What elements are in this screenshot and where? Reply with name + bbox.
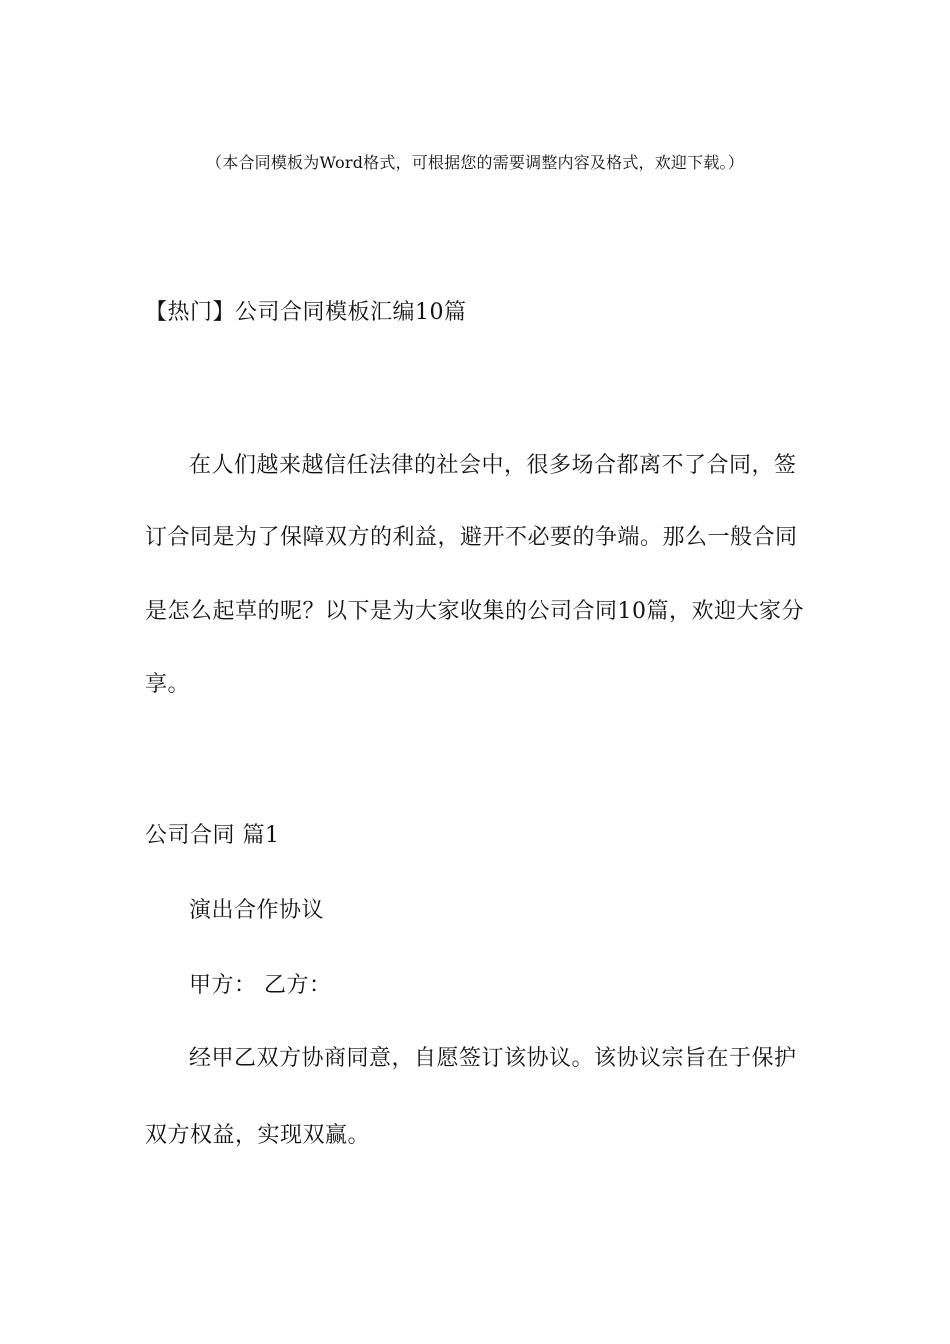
agreement-title: 演出合作协议: [189, 898, 325, 923]
section-heading: 公司合同 篇1: [145, 823, 280, 848]
intro-line-3: 是怎么起草的呢？以下是为大家收集的公司合同10篇，欢迎大家分: [145, 599, 804, 624]
body-line-1: 经甲乙双方协商同意，自愿签订该协议。该协议宗旨在于保护: [189, 1046, 797, 1071]
intro-line-4: 享。: [145, 672, 191, 697]
parties-line: 甲方： 乙方：: [189, 973, 332, 998]
body-line-2: 双方权益，实现双赢。: [145, 1123, 371, 1148]
intro-line-1: 在人们越来越信任法律的社会中，很多场合都离不了合同，签: [189, 453, 797, 478]
document-title: 【热门】公司合同模板汇编10篇: [145, 300, 467, 325]
template-note: （本合同模板为Word格式，可根据您的需要调整内容及格式，欢迎下载。）: [206, 153, 744, 172]
intro-line-2: 订合同是为了保障双方的利益，避开不必要的争端。那么一般合同: [145, 525, 798, 550]
